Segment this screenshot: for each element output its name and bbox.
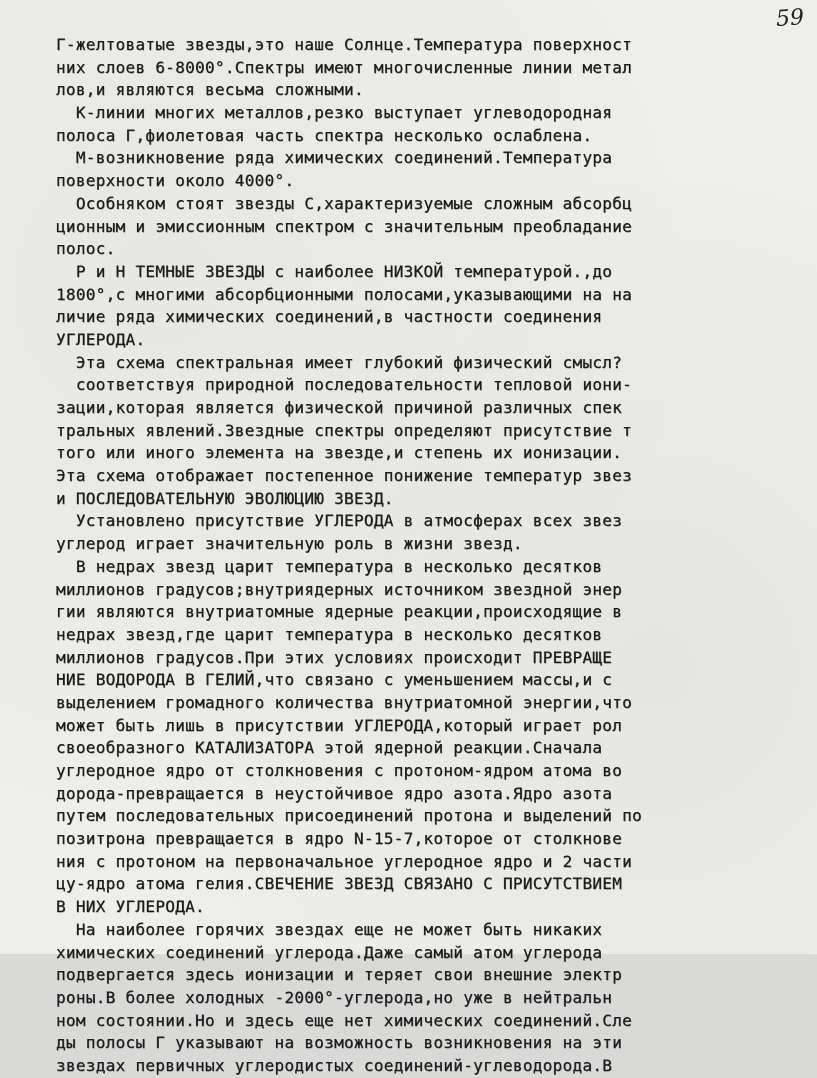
- text-line: НИЕ ВОДОРОДА В ГЕЛИЙ,что связано с уменьшением массы,и с: [56, 670, 613, 690]
- text-line: Р и Н ТЕМНЫЕ ЗВЕЗДЫ с наиболее НИЗКОЙ температурой.,до: [56, 261, 613, 281]
- text-line: Эта схема отображает постепенное понижение температур звез: [56, 466, 633, 486]
- text-line: На наиболее горячих звездах еще не может быть никаких: [56, 919, 603, 939]
- text-line: зации,которая является физической причиной различных спек: [56, 398, 623, 417]
- page-body: [56, 34, 806, 1075]
- text-line: недрах звезд,где царит температура в несколько десятков: [56, 624, 603, 644]
- text-line: поверхности около 4000°.: [56, 171, 295, 191]
- text-line: может быть лишь в присутствии УГЛЕРОДА,который играет рол: [56, 715, 623, 735]
- text-line: личие ряда химических соединений,в частности соединения: [56, 307, 603, 327]
- text-line: гии являются внутриатомные ядерные реакции,происходящие в: [56, 602, 623, 622]
- text-line: миллионов градусов;внутриядерных источником звездной энер: [56, 579, 623, 599]
- text-line: звездах первичных углеродистых соединений-углеводорода.В: [56, 1055, 613, 1075]
- text-line: ном состоянии.Но и здесь еще нет химических соединений.Сле: [56, 1010, 633, 1030]
- text-line: соответствуя природной последовательности тепловой иони-: [56, 375, 633, 395]
- text-line: подвергается здесь ионизации и теряет свои внешние электр: [56, 965, 623, 985]
- text-line: Г-желтоватые звезды,это наше Солнце.Температура поверхност: [56, 35, 633, 54]
- text-line: полоса Г,фиолетовая часть спектра несколько ослаблена.: [56, 125, 593, 145]
- text-line: углеродное ядро от столкновения с протоном-ядром атома во: [56, 761, 623, 780]
- text-line: Эта схема спектральная имеет глубокий физический смысл?: [56, 352, 623, 372]
- text-line: своеобразного КАТАЛИЗАТОРА этой ядерной реакции.Сначала: [56, 738, 603, 758]
- text-line: ния с протоном на первоначальное углеродное ядро и 2 части: [56, 851, 633, 871]
- text-line: УГЛЕРОДА.: [56, 329, 146, 349]
- text-line: дорода-превращается в неустойчивое ядро азота.Ядро азота: [56, 783, 613, 803]
- text-line: миллионов градусов.При этих условиях происходит ПРЕВРАЩЕ: [56, 647, 613, 667]
- text-line: 1800°,с многими абсорбционными полосами,указывающими на на: [56, 284, 633, 304]
- text-line: лов,и являются весьма сложными.: [56, 80, 364, 100]
- text-line: К-линии многих металлов,резко выступает углеводородная: [56, 103, 613, 123]
- text-line: того или иного элемента на звезде,и степень их ионизации.: [56, 443, 623, 463]
- text-line: тральных явлений.Звездные спектры определяют присутствие т: [56, 420, 633, 440]
- text-line: углерод играет значительную роль в жизни звезд.: [56, 534, 523, 554]
- text-line: химических соединений углерода.Даже самый атом углерода: [56, 942, 603, 962]
- text-line: них слоев 6-8000°.Спектры имеют многочисленные линии метал: [56, 57, 633, 77]
- text-line: позитрона превращается в ядро N-15-7,которое от столкнове: [56, 829, 623, 849]
- text-line: и ПОСЛЕДОВАТЕЛЬНУЮ ЭВОЛЮЦИЮ ЗВЕЗД.: [56, 488, 394, 508]
- text-line: Особняком стоят звезды С,характеризуемые сложным абсорбц: [56, 193, 633, 213]
- text-line: роны.В более холодных -2000°-углерода,но уже в нейтральн: [56, 987, 613, 1007]
- text-line: М-возникновение ряда химических соединений.Температура: [56, 148, 613, 168]
- text-line: цу-ядро атома гелия.СВЕЧЕНИЕ ЗВЕЗД СВЯЗАНО С ПРИСУТСТВИЕМ: [56, 874, 623, 894]
- text-line: Установлено присутствие УГЛЕРОДА в атмосферах всех звез: [56, 511, 623, 531]
- page-number: 59: [775, 5, 805, 32]
- text-line: полос.: [56, 239, 116, 259]
- text-line: путем последовательных присоединений протона и выделений по: [56, 806, 643, 826]
- text-line: В недрах звезд царит температура в несколько десятков: [56, 556, 603, 576]
- text-line: ды полосы Г указывают на возможность возникновения на эти: [56, 1033, 623, 1053]
- text-line: В НИХ УГЛЕРОДА.: [56, 897, 205, 917]
- text-line: выделением громадного количества внутриатомной энергии,что: [56, 692, 633, 712]
- text-line: ционным и эмиссионным спектром с значительным преобладание: [56, 216, 633, 236]
